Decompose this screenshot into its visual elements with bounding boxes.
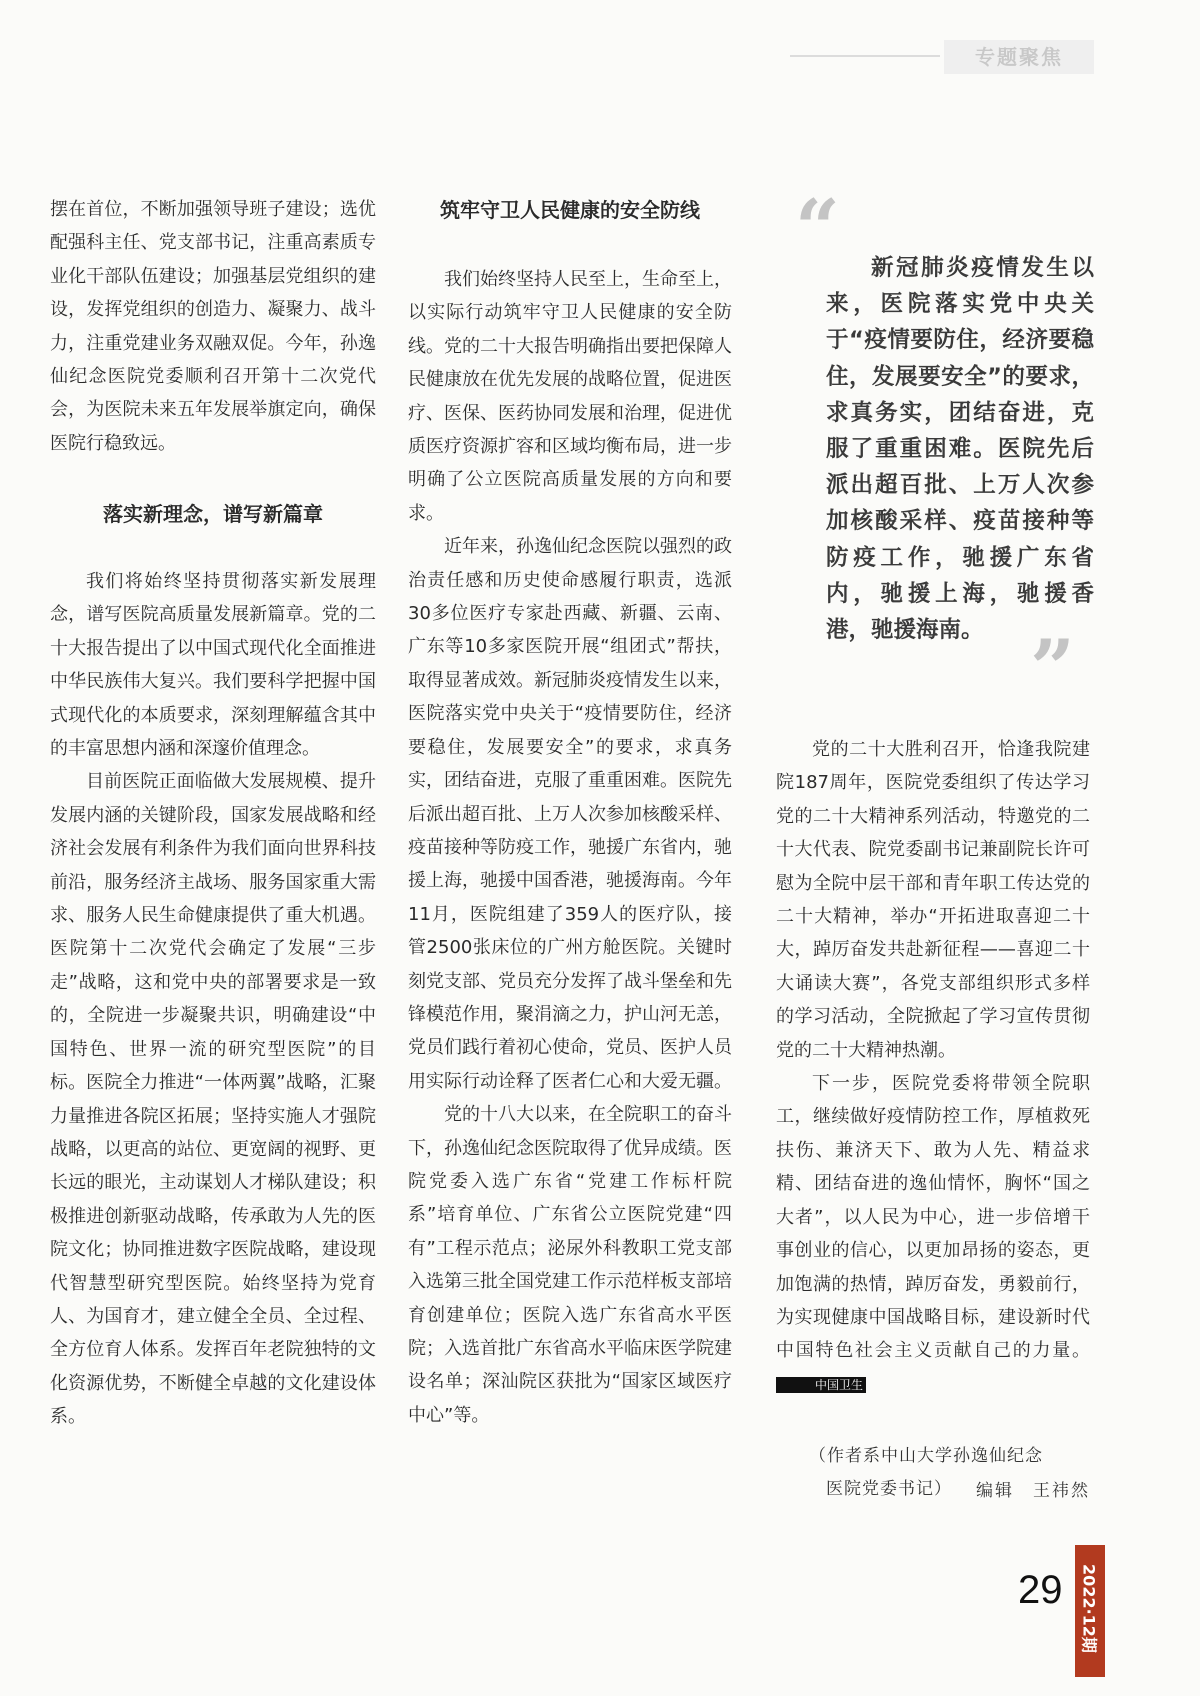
col2-paragraph-1: 我们始终坚持人民至上，生命至上，以实际行动筑牢守卫人民健康的安全防线。党的二十大报告明确指出要把保障人民健康放在优先发展的战略位置，促进医疗、医保、医药协同发展和治理，促进优质医疗资源扩容和区域均衡布局，进一步明确了公立医院高质量发展的方向和要求。 [408, 269, 732, 524]
col3-paragraph-2 [776, 1067, 1090, 1401]
section-tag: 专题聚焦 [944, 40, 1094, 74]
pull-quote-text: 新冠肺炎疫情发生以来，医院落实党中央关于“疫情要防住，经济要稳住，发展要安全”的要求，求真务实，团结奋进，克服了重重困难。医院先后派出超百批、上万人次参加核酸采样、疫苗接种等防疫工作，驰援广东省内，驰援上海，驰援香港，驰援海南。 [826, 255, 1094, 644]
col2-paragraph-3: 党的十八大以来，在全院职工的奋斗下，孙逸仙纪念医院取得了优异成绩。医院党委入选广东省“党建工作标杆院系”培育单位、广东省公立医院党建“四有”工程示范点；泌尿外科教职工党支部入选第三批全国党建工作示范样板支部培育创建单位；医院入选广东省高水平医院；入选首批广东省高水平临床医学院建设名单；深汕院区获批为“国家区域医疗中心”等。 [408, 1104, 732, 1426]
open-quote-icon: “ [795, 183, 840, 274]
end-stamp: 中国卫生 [776, 1377, 866, 1393]
col2-paragraph-2: 近年来，孙逸仙纪念医院以强烈的政治责任感和历史使命感履行职责，选派30多位医疗专家赴西藏、新疆、云南、广东等10多家医院开展“组团式”帮扶，取得显著成效。新冠肺炎疫情发生以来，医院落实党中央关于“疫情要防住，经济要稳住，发展要安全”的要求，求真务实，团结奋进，克服了重重困难。医院先后派出超百批、上万人次参加核酸采样、疫苗接种等防疫工作，驰援广东省内，驰援上海，驰援中国香港，驰援海南。今年11月，医院组建了359人的医疗队，接管2500张床位的广州方舱医院。关键时刻党支部、党员充分发挥了战斗堡垒和先锋模范作用，聚涓滴之力，护山河无恙，党员们践行着初心使命，党员、医护人员用实际行动诠释了医者仁心和大爱无疆。 [408, 536, 732, 1092]
col1-paragraph-2: 我们将始终坚持贯彻落实新发展理念，谱写医院高质量发展新篇章。党的二十大报告提出了以中国式现代化全面推进中华民族伟大复兴。我们要科学把握中国式现代化的本质要求，深刻理解蕴含其中的丰富思想内涵和深邃价值理念。 [50, 571, 376, 760]
page-number: 29 [1018, 1568, 1063, 1612]
author-line-1: （作者系中山大学孙逸仙纪念 [809, 1446, 1043, 1466]
col1-paragraph-3: 目前医院正面临做大发展规模、提升发展内涵的关键阶段，国家发展战略和经济社会发展有利条件为我们面向世界科技前沿，服务经济主战场、服务国家重大需求、服务人民生命健康提供了重大机遇。医院第十二次党代会确定了发展“三步走”战略，这和党中央的部署要求是一致的，全院进一步凝聚共识，明确建设“中国特色、世界一流的研究型医院”的目标。医院全力推进“一体两翼”战略，汇聚力量推进各院区拓展；坚持实施人才强院战略，以更高的站位、更宽阔的视野、更长远的眼光，主动谋划人才梯队建设；积极推进创新驱动战略，传承敢为人先的医院文化；协同推进数字医院战略，建设现代智慧型研究型医院。始终坚持为党育人、为国育才，建立健全全员、全过程、全方位育人体系。发挥百年老院独特的文化资源优势，不断健全卓越的文化建设体系。 [50, 771, 376, 1428]
editor-credit: 编辑 王祎然 [976, 1481, 1090, 1501]
column-3 [776, 733, 1090, 1401]
author-line-2: 医院党委书记） [826, 1479, 952, 1499]
pull-quote [826, 250, 1094, 648]
close-quote-icon: ” [1030, 623, 1075, 714]
col1-paragraph-1: 摆在首位，不断加强领导班子建设；选优配强科主任、党支部书记，注重高素质专业化干部队伍建设；加强基层党组织的建设，发挥党组织的创造力、凝聚力、战斗力，注重党建业务双融双促。今年，孙逸仙纪念医院党委顺利召开第十二次党代会，为医院未来五年发展举旗定向，确保医院行稳致远。 [50, 199, 376, 454]
col3-paragraph-1: 党的二十大胜利召开，恰逢我院建院187周年，医院党委组织了传达学习党的二十大精神系列活动，特邀党的二十大代表、院党委副书记兼副院长许可慰为全院中层干部和青年职工传达党的二十大精神，举办“开拓进取喜迎二十大，踔厉奋发共赴新征程——喜迎二十大诵读大赛”，各党支部组织形式多样的学习活动，全院掀起了学习宣传贯彻党的二十大精神热潮。 [776, 739, 1090, 1061]
issue-tab [1075, 1545, 1105, 1677]
header-rule [790, 55, 940, 57]
col3-paragraph-2-text: 下一步，医院党委将带领全院职工，继续做好疫情防控工作，厚植救死扶伤、兼济天下、敢为人先、精益求精、团结奋进的逸仙情怀，胸怀“国之大者”，以人民为中心，进一步倍增干事创业的信心，以更加昂扬的姿态，更加饱满的热情，踔厉奋发，勇毅前行，为实现健康中国战略目标，建设新时代中国特色社会主义贡献自己的力量。 [776, 1073, 1090, 1362]
issue-label: 2022·12期 [1079, 1564, 1099, 1653]
col1-heading: 落实新理念，谱写新篇章 [103, 502, 323, 526]
col1-body-block [50, 565, 376, 1434]
col2-body-block [408, 263, 732, 1432]
col2-heading: 筑牢守卫人民健康的安全防线 [440, 198, 700, 222]
